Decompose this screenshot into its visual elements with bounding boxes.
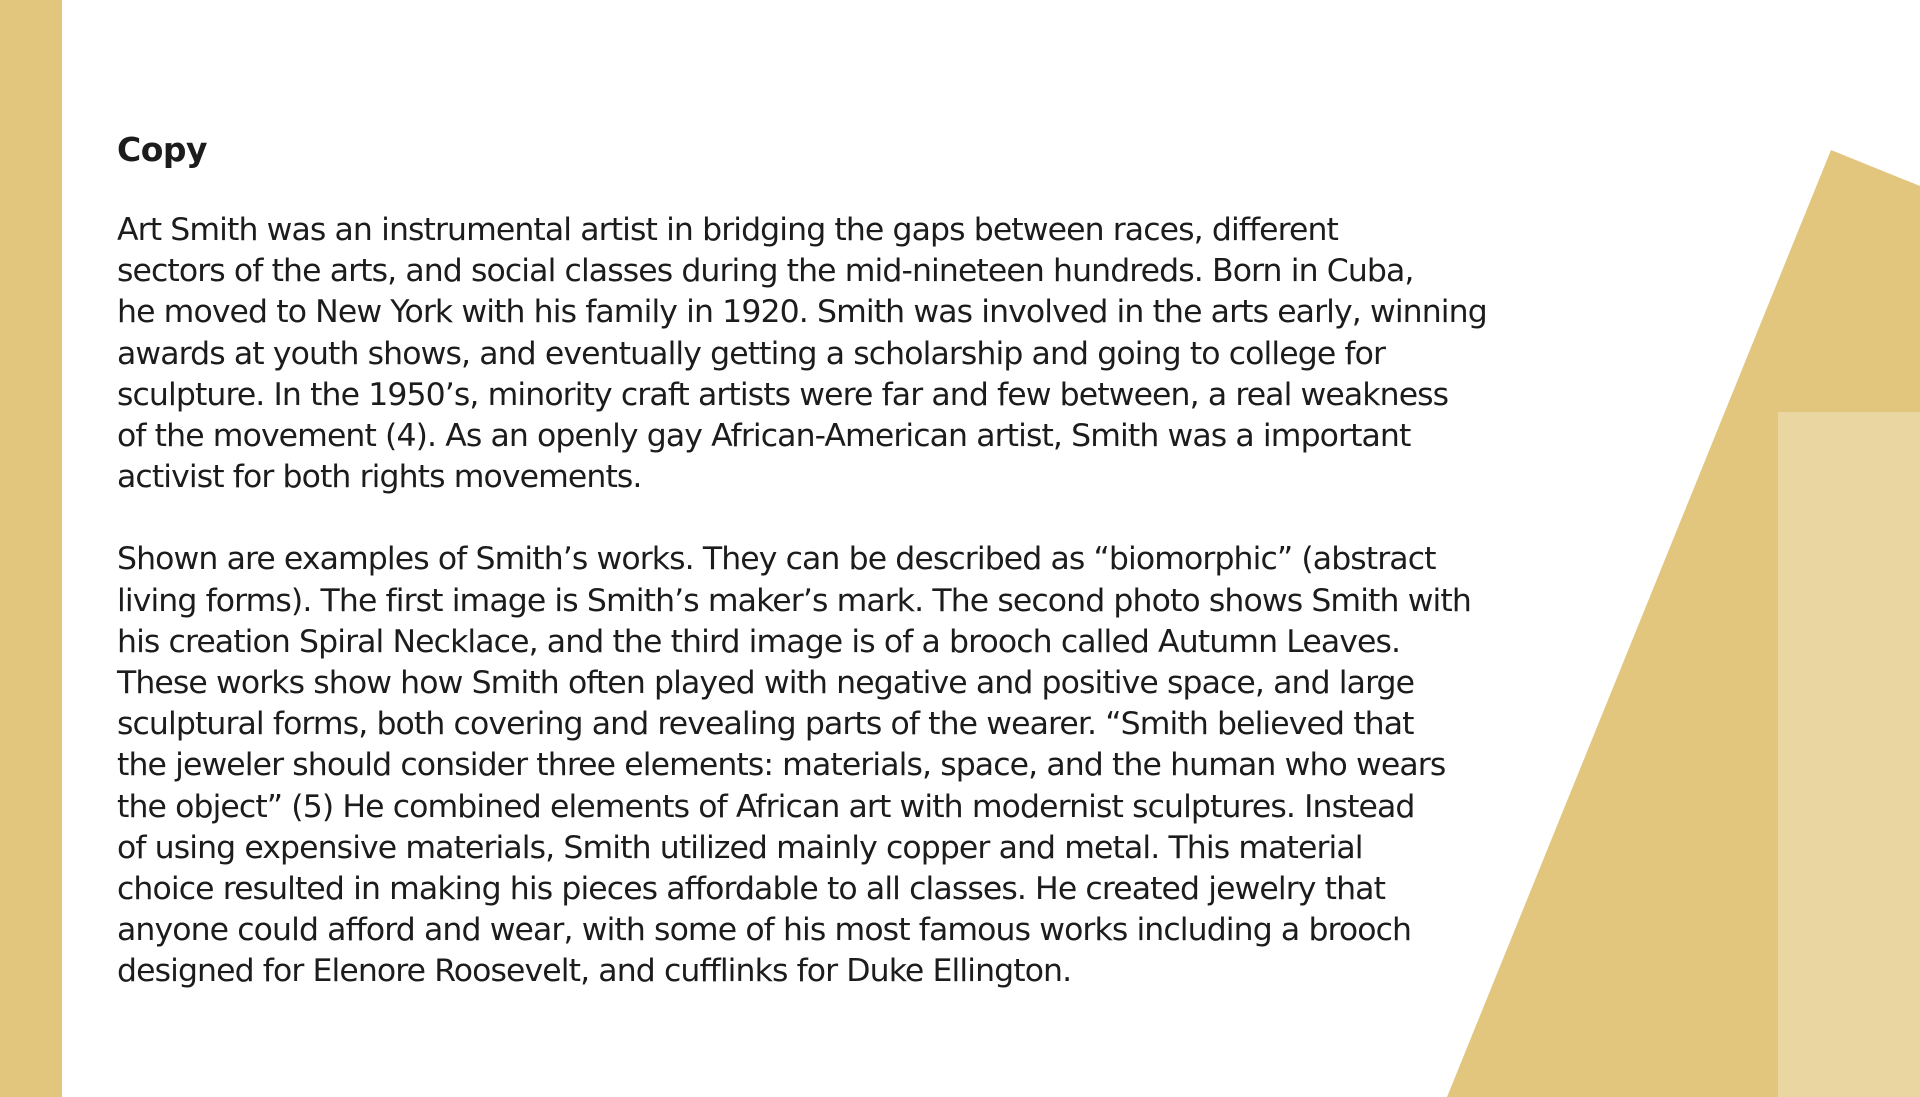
text-line: choice resulted in making his pieces affordable to all classes. He created jewelry that xyxy=(117,871,1386,908)
text-line: Art Smith was an instrumental artist in bridging the gaps between races, different xyxy=(117,212,1339,248)
text-line: the jeweler should consider three elements: materials, space, and the human who wears xyxy=(117,747,1446,784)
paragraph-works xyxy=(117,539,1537,992)
text-line: living forms). The first image is Smith’s maker’s mark. The second photo shows Smith with xyxy=(117,582,1471,619)
text-line: sculptural forms, both covering and revealing parts of the wearer. “Smith believed that xyxy=(117,706,1414,743)
text-line: the object” (5) He combined elements of African art with modernist sculptures. Instead xyxy=(117,788,1415,825)
text-line: sectors of the arts, and social classes during the mid-nineteen hundreds. Born in Cuba, xyxy=(117,253,1414,290)
paragraph-biography xyxy=(117,210,1537,498)
text-line: of the movement (4). As an openly gay African-American artist, Smith was a important xyxy=(117,418,1411,455)
text-line: he moved to New York with his family in 1920. Smith was involved in the arts early, winning xyxy=(117,294,1487,331)
text-line: activist for both rights movements. xyxy=(117,459,642,496)
slide-content xyxy=(117,128,1537,993)
text-line: designed for Elenore Roosevelt, and cufflinks for Duke Ellington. xyxy=(117,953,1072,990)
text-line: of using expensive materials, Smith utilized mainly copper and metal. This material xyxy=(117,829,1363,866)
light-gold-panel xyxy=(1778,412,1920,1097)
text-line: awards at youth shows, and eventually getting a scholarship and going to college for xyxy=(117,335,1386,372)
text-line: his creation Spiral Necklace, and the third image is of a brooch called Autumn Leaves. xyxy=(117,623,1401,660)
text-line: Shown are examples of Smith’s works. They can be described as “biomorphic” (abstract xyxy=(117,541,1436,578)
text-line: sculpture. In the 1950’s, minority craft artists were far and few between, a real weakness xyxy=(117,376,1449,413)
slide-heading: Copy xyxy=(117,130,208,169)
text-line: anyone could afford and wear, with some of his most famous works including a brooch xyxy=(117,912,1412,949)
text-line: These works show how Smith often played with negative and positive space, and large xyxy=(117,665,1415,702)
